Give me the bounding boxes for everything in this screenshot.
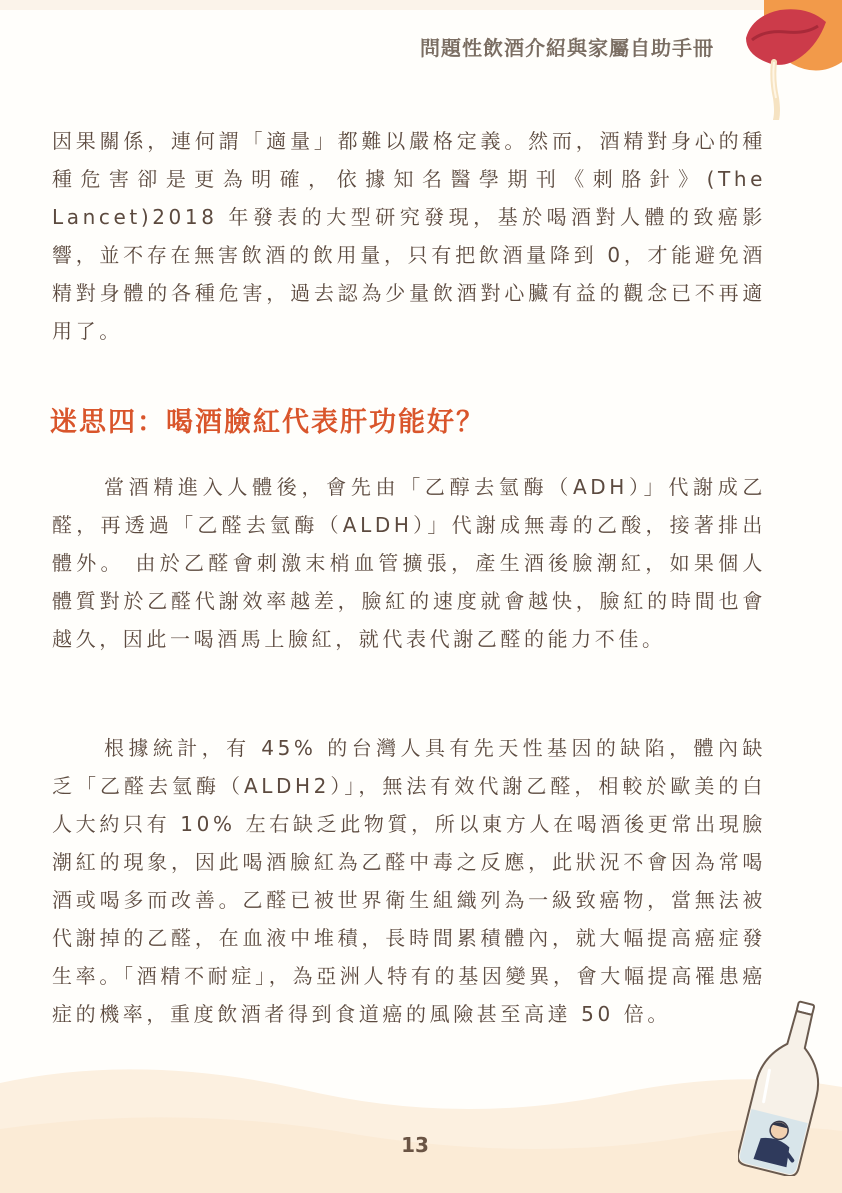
header-title: 問題性飲酒介紹與家屬自助手冊 [420,36,714,60]
top-band [0,0,842,10]
section-heading-myth-4: 迷思四：喝酒臉紅代表肝功能好？ [50,407,485,438]
paragraph-metabolism: 當酒精進入人體後，會先由「乙醇去氫酶（ADH）」代謝成乙醛，再透過「乙醛去氫酶（ALDH）」代謝成無毒的乙酸，接著排出體外。 由於乙醛會刺激末梢血管擴張，產生酒後臉潮紅，如果個人體質對於乙醛代謝效率越差，臉紅的速度就會越快，臉紅的時間也會越久，因此一喝酒馬上臉紅，就代表代謝乙醛的能力不佳。 [52,475,766,651]
page-number: 13 [401,1133,429,1157]
bottom-wave-decoration [0,1043,842,1193]
bottle-person-icon [738,996,828,1176]
paragraph-statistics: 根據統計，有 45% 的台灣人具有先天性基因的缺陷，體內缺乏「乙醛去氫酶（ALDH2）」，無法有效代謝乙醛，相較於歐美的白人大約只有 10% 左右缺乏此物質，所以東方人在喝酒後更常出現臉潮紅的現象，因此喝酒臉紅為乙醛中毒之反應，此狀況不會因為常喝酒或喝多而改善。乙醛已被世界衛生組織列為一級致癌物，當無法被代謝掉的乙醛，在血液中堆積，長時間累積體內，就大幅提高癌症發生率。「酒精不耐症」，為亞洲人特有的基因變異，會大幅提高罹患癌症的機率，重度飲酒者得到食道癌的風險甚至高達 50 倍。 [52,736,766,1026]
paragraph-alcohol-harm: 因果關係，連何謂「適量」都難以嚴格定義。然而，酒精對身心的種種危害卻是更為明確，依據知名醫學期刊《刺胳針》(The Lancet)2018 年發表的大型研究發現，基於喝酒對人體的致癌影響，並不存在無害飲酒的飲用量，只有把飲酒量降到 0，才能避免酒精對身體的各種危害，過去認為少量飲酒對心臟有益的觀念已不再適用了。 [52,129,766,343]
pouring-cup-icon [722,0,842,120]
